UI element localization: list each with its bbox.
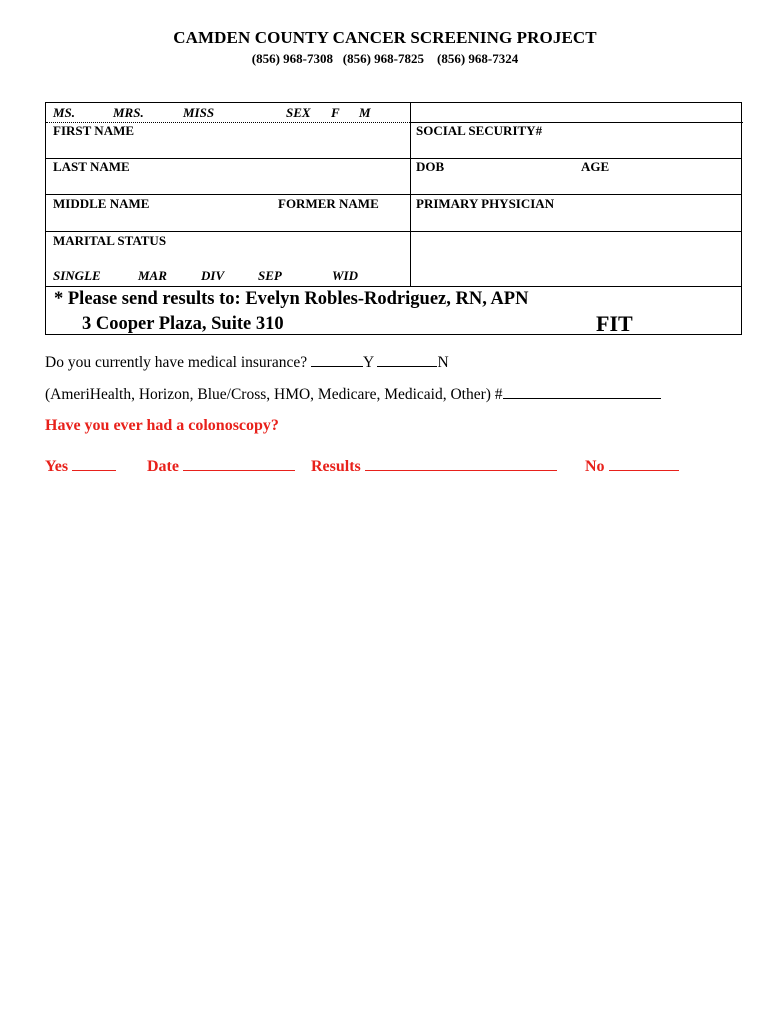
insurance-no-label: N [437, 354, 449, 371]
mailing-address: 3 Cooper Plaza, Suite 310 [82, 314, 284, 334]
colonoscopy-no-blank[interactable] [609, 457, 679, 471]
insurance-question-row [45, 353, 449, 372]
colonoscopy-results-label: Results [311, 458, 361, 475]
sex-option-f[interactable]: F [331, 105, 340, 120]
colonoscopy-date [147, 457, 295, 476]
colonoscopy-date-label: Date [147, 458, 179, 475]
middle-name-field[interactable]: MIDDLE NAME [53, 196, 150, 211]
row-divider [46, 286, 741, 287]
insurance-yes-label: Y [362, 354, 374, 371]
row-divider [46, 158, 741, 159]
title-option-miss[interactable]: MISS [183, 105, 215, 120]
former-name-field[interactable]: FORMER NAME [278, 196, 379, 211]
insurance-no-blank[interactable] [377, 353, 437, 367]
marital-status-label: MARITAL STATUS [53, 233, 167, 248]
marital-option-sep[interactable]: SEP [258, 268, 282, 283]
insurance-number-blank[interactable] [503, 385, 661, 399]
colonoscopy-question: Have you ever had a colonoscopy? [45, 417, 279, 434]
fit-label: FIT [596, 311, 633, 336]
title-option-ms[interactable]: MS. [53, 105, 76, 120]
patient-info-table [45, 102, 742, 335]
colonoscopy-results [311, 457, 557, 476]
marital-option-wid[interactable]: WID [332, 268, 359, 283]
colonoscopy-no [585, 457, 679, 476]
colonoscopy-yes-label: Yes [45, 458, 69, 475]
sex-label: SEX [286, 105, 311, 120]
marital-option-div[interactable]: DIV [201, 268, 225, 283]
insurance-question: Do you currently have medical insurance? [45, 354, 308, 371]
social-security-field[interactable]: SOCIAL SECURITY# [416, 123, 543, 138]
dob-field[interactable]: DOB [416, 159, 445, 174]
colonoscopy-no-label: No [585, 458, 605, 475]
primary-physician-field[interactable]: PRIMARY PHYSICIAN [416, 196, 555, 211]
form-title: CAMDEN COUNTY CANCER SCREENING PROJECT [173, 28, 597, 47]
colonoscopy-yes-blank[interactable] [72, 457, 116, 471]
title-option-mrs[interactable]: MRS. [113, 105, 144, 120]
colonoscopy-results-blank[interactable] [365, 457, 557, 471]
send-results-notice: * Please send results to: Evelyn Robles-Rodriguez, RN, APN [54, 289, 529, 309]
sex-option-m[interactable]: M [359, 105, 371, 120]
first-name-field[interactable]: FIRST NAME [53, 123, 135, 138]
phone-numbers: (856) 968-7308 (856) 968-7825 (856) 968-7324 [251, 51, 519, 66]
row-divider [46, 231, 741, 232]
age-field[interactable]: AGE [581, 159, 610, 174]
colonoscopy-yes [45, 457, 116, 476]
colonoscopy-date-blank[interactable] [183, 457, 295, 471]
insurance-provider-row [45, 385, 661, 404]
marital-option-mar[interactable]: MAR [138, 268, 167, 283]
row-divider [46, 194, 741, 195]
insurance-yes-blank[interactable] [311, 353, 363, 367]
insurance-providers: (AmeriHealth, Horizon, Blue/Cross, HMO, Medicare, Medicaid, Other) # [45, 386, 503, 403]
marital-option-single[interactable]: SINGLE [53, 268, 101, 283]
last-name-field[interactable]: LAST NAME [53, 159, 130, 174]
